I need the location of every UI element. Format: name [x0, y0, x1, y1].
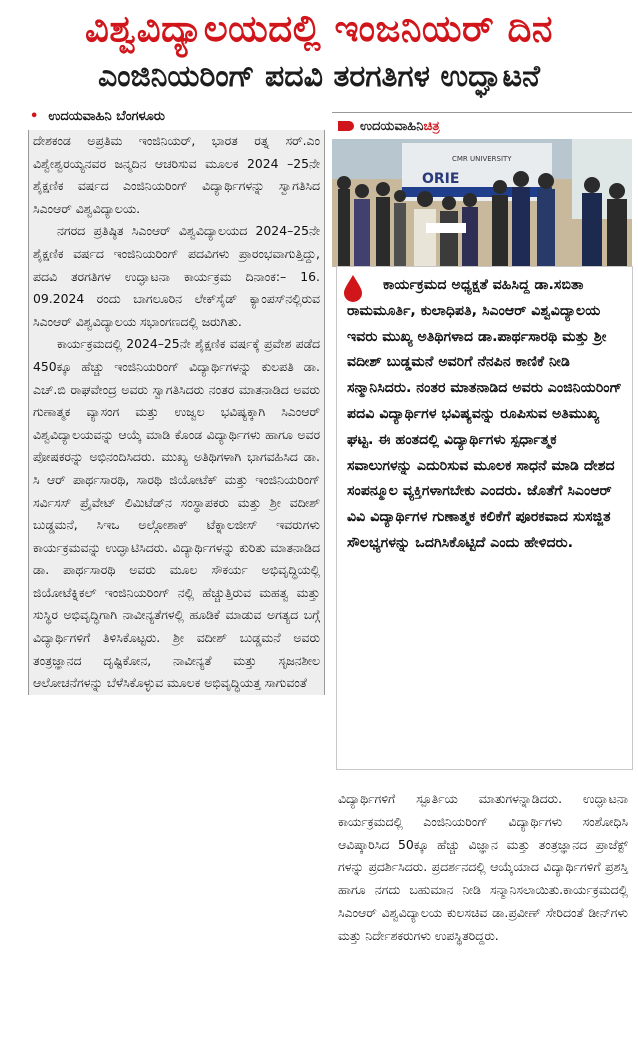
event-photo-illustration [332, 139, 632, 267]
event-photo [332, 139, 632, 267]
byline [28, 104, 325, 130]
photo-block [332, 112, 632, 267]
paragraph-4: ವಿದ್ಯಾರ್ಥಿಗಳಿಗೆ ಸ್ಪೂರ್ತಿಯ ಮಾತುಗಳನ್ನಾಡಿದರು. ಉದ್ಘಾಟನಾ ಕಾರ್ಯಕ್ರಮದಲ್ಲಿ ಎಂಜಿನಿಯರಿಂಗ್ ವಿದ್ಯಾರ್ಥಿಗಳು ಸಂಶೋಧಿಸಿ ಆವಿಷ್ಕಾರಿಸಿದ 50ಕ್ಕೂ ಹೆಚ್ಚು ವಿಜ್ಞಾನ ಮತ್ತು ತಂತ್ರಜ್ಞಾನದ ಪ್ರಾಜೆಕ್ಟ್ ಗಳನ್ನು ಪ್ರದರ್ಶಿಸಿದರು. ಪ್ರದರ್ಶನದಲ್ಲಿ ಆಯ್ಕೆಯಾದ ವಿದ್ಯಾರ್ಥಿಗಳಿಗೆ ಪ್ರಶಸ್ತಿ ಹಾಗೂ ನಗದು ಬಹುಮಾನ ನೀಡಿ ಸನ್ಮಾನಿಸಲಾಯಿತು.ಕಾರ್ಯಕ್ರಮದಲ್ಲಿ ಸಿಎಂಆರ್ ವಿಶ್ವವಿದ್ಯಾಲಯ ಕುಲಸಚಿವ ಡಾ.ಪ್ರವೀಣ್ ಸೇರಿದಂತೆ ಡೀನ್‌ಗಳು ಮತ್ತು ನಿರ್ದೇಶಕರುಗಳು ಉಪಸ್ಥಿತರಿದ್ದರು. [338, 791, 628, 943]
paragraph-2: ನಗರದ ಪ್ರತಿಷ್ಠಿತ ಸಿಎಂಆರ್ ವಿಶ್ವವಿದ್ಯಾಲಯದ 2024–25ನೇ ಶೈಕ್ಷಣಿಕ ವರ್ಷದ ಇಂಜಿನಿಯರಿಂಗ್ ಪದವಿಗಳು ಪ್ರಾರಂಭವಾಗುತ್ತಿದ್ದು, ಪದವಿ ತರಗತಿಗಳ ಉದ್ಘಾಟನಾ ಕಾರ್ಯಕ್ರಮ ದಿನಾಂಕ:– 16. 09.2024 ರಂದು ಬಾಗಲೂರಿನ ಲೇಕ್‌ಸೈಡ್ ಕ್ಯಾಂಪಸ್‌ನಲ್ಲಿರುವ ಸಿಎಂಆರ್ ವಿಶ್ವವಿದ್ಯಾಲಯ ಸಭಾಂಗಣದಲ್ಲಿ ಜರುಗಿತು. [33, 223, 320, 329]
paragraph-1: ದೇಶಕಂಡ ಅಪ್ರತಿಮ ಇಂಜಿನಿಯರ್, ಭಾರತ ರತ್ನ ಸರ್.ಎಂ ವಿಶ್ವೇಶ್ವರಯ್ಯನವರ ಜನ್ಮದಿನ ಆಚರಿಸುವ ಮೂಲಕ 2024 –25ನೇ ಶೈಕ್ಷಣಿಕ ವರ್ಷದ ಎಂಜಿನಿಯರಿಂಗ್ ವಿದ್ಯಾರ್ಥಿಗಳನ್ನು ಸ್ವಾಗತಿಸಿದ ಸಿಎಂಆರ್ ವಿಶ್ವವಿದ್ಯಾಲಯ. [33, 133, 320, 216]
left-column [28, 104, 325, 695]
drop-icon [341, 273, 365, 303]
article-body-left [28, 130, 325, 695]
photo-credit-suffix: ಚಿತ್ರ [423, 118, 440, 134]
banner-logo: CMR UNIVERSITY [452, 155, 512, 163]
headline-sub: ಎಂಜಿನಿಯರಿಂಗ್ ಪದವಿ ತರಗತಿಗಳ ಉದ್ಘಾಟನೆ [98, 59, 540, 94]
article-body-right [334, 788, 632, 948]
banner-text: ORIE [422, 171, 460, 187]
publication-logo-icon [338, 121, 354, 131]
photo-credit-brand: ಉದಯವಾಹಿನಿ [360, 118, 424, 134]
photo-credit [332, 112, 632, 139]
bullet-icon: • [30, 109, 39, 124]
byline-text: ಉದಯವಾಹಿನಿ ಬೆಂಗಳೂರು [48, 109, 165, 124]
paragraph-3: ಕಾರ್ಯಕ್ರಮದಲ್ಲಿ 2024–25ನೇ ಶೈಕ್ಷಣಿಕ ವರ್ಷಕ್ಕೆ ಪ್ರವೇಶ ಪಡೆದ 450ಕ್ಕೂ ಹೆಚ್ಚು ಇಂಜಿನಿಯರಿಂಗ್ ವಿದ್ಯಾರ್ಥಿಗಳನ್ನು ಕುಲಪತಿ ಡಾ. ಎಚ್.ಬಿ ರಾಘವೇಂದ್ರ ಅವರು ಸ್ವಾಗತಿಸಿದರು ನಂತರ ಮಾತನಾಡಿದ ಅವರು ಗುಣಾತ್ಮಕ ವ್ಯಾಸಂಗ ಮತ್ತು ಉಜ್ವಲ ಭವಿಷ್ಯಕ್ಕಾಗಿ ಸಿಎಂಆರ್ ವಿಶ್ವವಿದ್ಯಾಲಯವನ್ನು ಆಯ್ಕೆ ಮಾಡಿ ಕೊಂಡ ವಿದ್ಯಾರ್ಥಿಗಳು ಹಾಗೂ ಅವರ ಪೋಷಕರನ್ನು ಅಭಿನಂದಿಸಿದರು. ಮುಖ್ಯ ಅತಿಥಿಗಳಾಗಿ ಭಾಗವಹಿಸಿದ ಡಾ. ಸಿ ಆರ್ ಪಾರ್ಥಸಾರಥಿ, ಸಾರಥಿ ಜಿಯೋಟೆಕ್ ಮತ್ತು ಇಂಜಿನಿಯರಿಂಗ್ ಸರ್ವಿಸಸ್ ಪ್ರೈವೇಟ್ ಲಿಮಿಟೆಡ್‌ನ ಸಂಸ್ಥಾಪಕರು ಮತ್ತು ಶ್ರೀ ವದೀಶ್ ಬುಡ್ಡಮನೆ, ಸಿಇಒ ಅಲ್ಗೋಶಾಕ್ ಟೆಕ್ನಾಲಜೀಸ್ ಇವರುಗಳು ಕಾರ್ಯಕ್ರಮವನ್ನು ಉದ್ಘಾಟಿಸಿದರು. ವಿದ್ಯಾರ್ಥಿಗಳನ್ನು ಕುರಿತು ಮಾತನಾಡಿದ ಡಾ. ಪಾರ್ಥಸಾರಥಿ ಅವರು ಮೂಲ ಸೌಕರ್ಯ ಅಭಿವೃದ್ಧಿಯಲ್ಲಿ ಜಿಯೋಟೆಕ್ನಿಕಲ್ ಇಂಜಿನಿಯರಿಂಗ್ ನಲ್ಲಿ ಹೆಚ್ಚುತ್ತಿರುವ ಮಹತ್ವ ಮತ್ತು ಸುಸ್ಥಿರ ಅಭಿವೃದ್ಧಿಗಾಗಿ ನಾವೀನ್ಯತೆಗಳಲ್ಲಿ ಹೂಡಿಕೆ ಮಾಡುವ ಅಗತ್ಯದ ಬಗ್ಗೆ ವಿದ್ಯಾರ್ಥಿಗಳಿಗೆ ತಿಳಿಸಿಕೊಟ್ಟರು. ಶ್ರೀ ವದೀಶ್ ಬುಡ್ಡಮನೆ ಅವರು ತಂತ್ರಜ್ಞಾನದ ದೃಷ್ಟಿಕೋನ, ನಾವೀನ್ಯತೆ ಮತ್ತು ಸೃಜನಶೀಲ ಆಲೋಚನೆಗಳನ್ನು ಬೆಳೆಸಿಕೊಳ್ಳುವ ಮೂಲಕ ಅಭಿವೃದ್ಧಿಯತ್ತ ಸಾಗುವಂತೆ [33, 336, 320, 691]
headline-main: ವಿಶ್ವವಿದ್ಯಾಲಯದಲ್ಲಿ ಇಂಜನಿಯರ್ ದಿನ [85, 7, 553, 50]
pull-quote-box [336, 266, 633, 770]
pull-quote-text: ಕಾರ್ಯಕ್ರಮದ ಅಧ್ಯಕ್ಷತೆ ವಹಿಸಿದ್ದ ಡಾ.ಸಬಿತಾ ರಾಮಮೂರ್ತಿ, ಕುಲಾಧಿಪತಿ, ಸಿಎಂಆರ್ ವಿಶ್ವವಿದ್ಯಾಲಯ ಇವರು ಮುಖ್ಯ ಅತಿಥಿಗಳಾದ ಡಾ.ಪಾರ್ಥಸಾರಥಿ ಮತ್ತು ಶ್ರೀ ವದೀಶ್ ಬುಡ್ಡಮನೆ ಅವರಿಗೆ ನೆನಪಿನ ಕಾಣಿಕೆ ನೀಡಿ ಸನ್ಮಾನಿಸಿದರು. ನಂತರ ಮಾತನಾಡಿದ ಅವರು ಎಂಜಿನಿಯರಿಂಗ್ ಪದವಿ ವಿದ್ಯಾರ್ಥಿಗಳ ಭವಿಷ್ಯವನ್ನು ರೂಪಿಸುವ ಅತಿಮುಖ್ಯ ಘಟ್ಟ. ಈ ಹಂತದಲ್ಲಿ ವಿದ್ಯಾರ್ಥಿಗಳು ಸ್ಪರ್ಧಾತ್ಮಕ ಸವಾಲುಗಳನ್ನು ಎದುರಿಸುವ ಮೂಲಕ ಸಾಧನೆ ಮಾಡಿ ದೇಶದ ಸಂಪನ್ಮೂಲ ವ್ಯಕ್ತಿಗಳಾಗಬೇಕು ಎಂದರು. ಜೊತೆಗೆ ಸಿಎಂಆರ್ ವಿವಿ ವಿದ್ಯಾರ್ಥಿಗಳ ಗುಣಾತ್ಮಕ ಕಲಿಕೆಗೆ ಪೂರಕವಾದ ಸುಸಜ್ಜಿತ ಸೌಲಭ್ಯಗಳನ್ನು ಒದಗಿಸಿಕೊಟ್ಟಿದೆ ಎಂದು ಹೇಳಿದರು. [347, 277, 622, 551]
